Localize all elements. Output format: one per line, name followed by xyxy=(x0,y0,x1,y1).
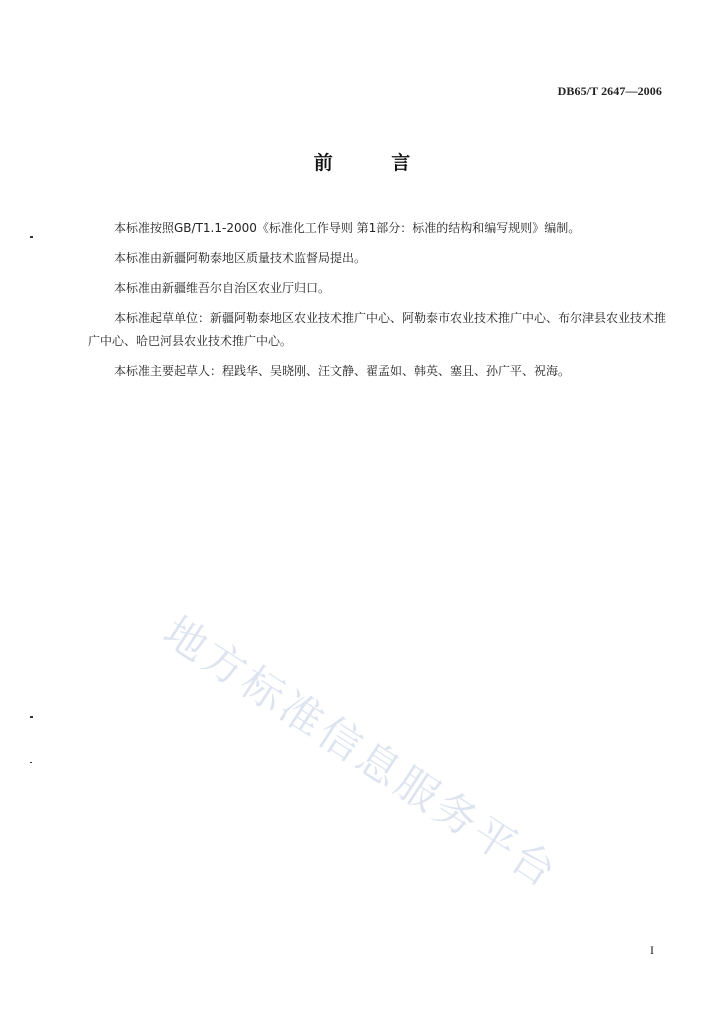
watermark: 地方标准信息服务平台 xyxy=(154,606,568,899)
paragraph-responsible-unit: 本标准由新疆维吾尔自治区农业厅归口。 xyxy=(114,281,331,295)
page-number: I xyxy=(650,943,654,957)
paragraph-standard-basis: 本标准按照GB/T1.1-2000《标准化工作导则 第1部分：标准的结构和编写规则》编制。 xyxy=(114,221,581,235)
foreword-body xyxy=(88,217,676,390)
paragraph-proposer: 本标准由新疆阿勒泰地区质量技术监督局提出。 xyxy=(114,251,367,265)
margin-mark xyxy=(30,236,33,238)
margin-mark xyxy=(30,716,33,718)
document-code: DB65/T 2647—2006 xyxy=(557,84,662,98)
paragraph-drafting-units: 本标准起草单位：新疆阿勒泰地区农业技术推广中心、阿勒泰市农业技术推广中心、布尔津县农业技术推广中心、哈巴河县农业技术推广中心。 xyxy=(88,311,667,348)
paragraph-drafters: 本标准主要起草人：程践华、吴晓刚、汪文静、翟孟如、韩英、塞且、孙广平、祝海。 xyxy=(114,364,571,378)
margin-mark xyxy=(30,762,32,763)
page-title: 前 言 xyxy=(313,152,437,174)
